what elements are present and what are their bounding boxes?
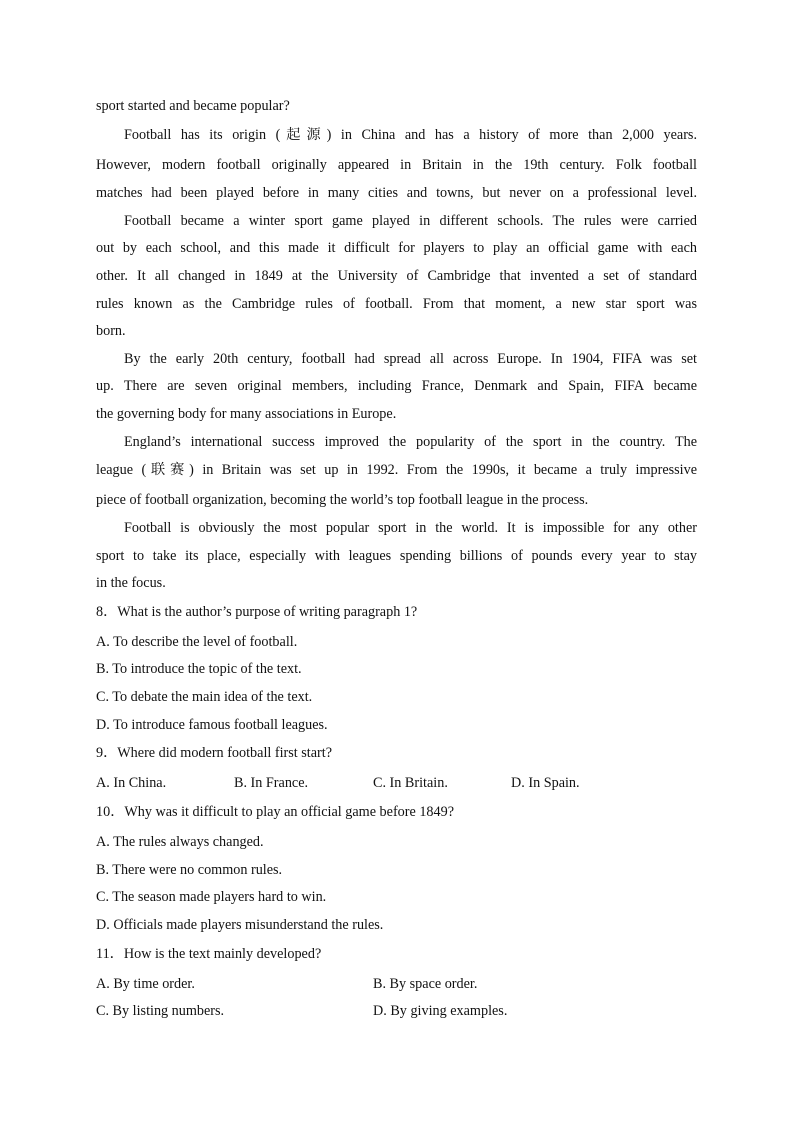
passage-line: rules known as the Cambridge rules of football. From that moment, a new star sport was (96, 296, 697, 312)
passage-line: up. There are seven original members, including France, Denmark and Spain, FIFA became (96, 378, 697, 394)
q9-option-c: C. In Britain. (373, 775, 448, 791)
question-stem-11: 11．How is the text mainly developed? (96, 946, 322, 962)
q11-option-b: B. By space order. (373, 976, 478, 992)
q8-option-d: D. To introduce famous football leagues. (96, 717, 328, 733)
q9-option-d: D. In Spain. (511, 775, 580, 791)
q8-option-c: C. To debate the main idea of the text. (96, 689, 313, 705)
q10-option-a: A. The rules always changed. (96, 834, 264, 850)
q10-option-b: B. There were no common rules. (96, 862, 283, 878)
passage-line: Football has its origin (起源) in China and has a history of more than 2,000 years. (124, 127, 697, 143)
passage-line: in the focus. (96, 575, 166, 591)
passage-line: born. (96, 323, 126, 339)
q8-option-a: A. To describe the level of football. (96, 634, 298, 650)
passage-line: sport started and became popular? (96, 98, 290, 114)
passage-line: However, modern football originally appeared in Britain in the 19th century. Folk football (96, 157, 697, 173)
question-stem-8: 8．What is the author’s purpose of writing paragraph 1? (96, 604, 418, 620)
passage-line: Football is obviously the most popular sport in the world. It is impossible for any other (124, 520, 697, 536)
q8-option-b: B. To introduce the topic of the text. (96, 661, 302, 677)
question-stem-10: 10．Why was it difficult to play an official game before 1849? (96, 804, 454, 820)
q9-option-b: B. In France. (234, 775, 309, 791)
passage-line: other. It all changed in 1849 at the University of Cambridge that invented a set of standard (96, 268, 697, 284)
q10-option-c: C. The season made players hard to win. (96, 889, 327, 905)
passage-line: By the early 20th century, football had spread all across Europe. In 1904, FIFA was set (124, 351, 697, 367)
passage-line: league (联赛) in Britain was set up in 1992. From the 1990s, it became a truly impressive (96, 462, 697, 478)
passage-line: piece of football organization, becoming the world’s top football league in the process. (96, 492, 589, 508)
q11-option-d: D. By giving examples. (373, 1003, 508, 1019)
passage-line: Football became a winter sport game played in different schools. The rules were carried (124, 213, 697, 229)
passage-line: England’s international success improved the popularity of the sport in the country. The (124, 434, 697, 450)
passage-line: sport to take its place, especially with leagues spending billions of pounds every year to stay (96, 548, 697, 564)
q9-option-a: A. In China. (96, 775, 167, 791)
q11-option-a: A. By time order. (96, 976, 195, 992)
q11-option-c: C. By listing numbers. (96, 1003, 225, 1019)
question-stem-9: 9．Where did modern football first start? (96, 745, 332, 761)
q10-option-d: D. Officials made players misunderstand the rules. (96, 917, 384, 933)
passage-line: out by each school, and this made it difficult for players to play an official game with each (96, 240, 697, 256)
passage-line: the governing body for many associations in Europe. (96, 406, 397, 422)
passage-line: matches had been played before in many cities and towns, but never on a professional level. (96, 185, 697, 201)
